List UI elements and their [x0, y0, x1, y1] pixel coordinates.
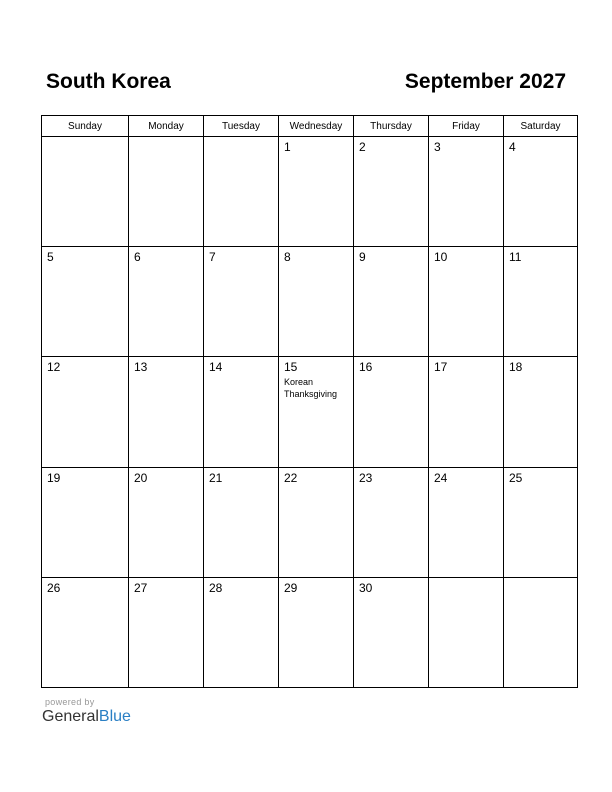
- day-number: 10: [434, 250, 448, 265]
- day-number: 25: [509, 470, 523, 485]
- day-number: 7: [209, 250, 216, 265]
- weekday-header-row: [42, 116, 578, 137]
- day-number: 6: [134, 250, 141, 265]
- day-number: 8: [284, 250, 291, 265]
- day-cell: [429, 247, 504, 357]
- day-cell: [429, 467, 504, 577]
- day-number: 12: [47, 360, 61, 375]
- day-cell: [429, 137, 504, 247]
- day-number: [204, 137, 278, 141]
- day-number: 15: [284, 360, 298, 375]
- powered-by-label: powered by: [45, 697, 95, 707]
- day-cell: [129, 357, 204, 467]
- day-cell: [129, 467, 204, 577]
- day-cell: [279, 137, 354, 247]
- month-year-title: September 2027: [404, 70, 566, 93]
- day-cell: [279, 247, 354, 357]
- brand-logo: [42, 708, 131, 726]
- day-cell: [42, 467, 129, 577]
- day-number: 23: [359, 470, 373, 485]
- day-number: 14: [209, 360, 223, 375]
- weekday-friday: Friday: [429, 116, 504, 137]
- day-number: 28: [209, 580, 223, 595]
- day-cell: [204, 357, 279, 467]
- week-row: [42, 247, 578, 357]
- day-number: 4: [509, 140, 516, 154]
- day-number: 26: [47, 580, 61, 595]
- day-number: 19: [47, 470, 61, 485]
- day-number: 18: [509, 360, 523, 375]
- day-cell: [504, 577, 578, 687]
- day-number: 11: [509, 250, 522, 265]
- holiday-label: Korean: [284, 377, 314, 388]
- day-cell: [204, 247, 279, 357]
- day-cell: [129, 137, 204, 247]
- week-row: [42, 467, 578, 577]
- day-number: 24: [434, 470, 448, 485]
- week-row: [42, 357, 578, 467]
- week-row: [42, 577, 578, 687]
- weekday-monday: Monday: [129, 116, 204, 137]
- day-cell: [279, 577, 354, 687]
- day-number: 2: [359, 140, 366, 154]
- day-cell: [42, 577, 129, 687]
- day-cell: [129, 247, 204, 357]
- day-number: 22: [284, 470, 298, 485]
- day-number: [504, 578, 577, 582]
- day-cell: [42, 137, 129, 247]
- day-cell: [204, 137, 279, 247]
- week-row: [42, 137, 578, 247]
- day-cell: [42, 357, 129, 467]
- day-number: 27: [134, 580, 148, 595]
- day-cell: [354, 357, 429, 467]
- day-cell: [504, 247, 578, 357]
- day-number: 1: [284, 140, 291, 154]
- day-number: 5: [47, 250, 54, 265]
- weekday-thursday: Thursday: [354, 116, 429, 137]
- day-number: 17: [434, 360, 448, 375]
- day-cell: [429, 357, 504, 467]
- day-cell: [429, 577, 504, 687]
- day-number: [42, 137, 128, 141]
- calendar-grid: [41, 115, 578, 688]
- day-cell: [279, 357, 354, 467]
- weekday-tuesday: Tuesday: [204, 116, 279, 137]
- day-cell: [354, 577, 429, 687]
- weekday-saturday: Saturday: [504, 116, 578, 137]
- day-cell: [354, 137, 429, 247]
- day-number: [429, 578, 503, 582]
- day-number: 29: [284, 580, 298, 595]
- day-cell: [504, 137, 578, 247]
- day-number: 3: [434, 140, 441, 154]
- day-number: 13: [134, 360, 148, 375]
- day-cell: [204, 467, 279, 577]
- brand-logo-general: General: [42, 708, 99, 725]
- day-cell: [129, 577, 204, 687]
- brand-logo-blue: Blue: [98, 708, 131, 725]
- country-title: South Korea: [46, 70, 171, 93]
- weekday-wednesday: Wednesday: [279, 116, 354, 137]
- weekday-sunday: Sunday: [42, 116, 129, 137]
- day-number: [129, 137, 203, 141]
- day-cell: [204, 577, 279, 687]
- day-cell: [354, 247, 429, 357]
- day-cell: [279, 467, 354, 577]
- day-cell: [42, 247, 129, 357]
- day-cell: [504, 357, 578, 467]
- day-number: 20: [134, 470, 148, 485]
- day-number: 16: [359, 360, 373, 375]
- day-cell: [354, 467, 429, 577]
- holiday-label: Thanksgiving: [284, 389, 338, 400]
- day-number: 9: [359, 250, 366, 265]
- day-number: 30: [359, 580, 373, 595]
- day-number: 21: [209, 470, 223, 485]
- day-cell: [504, 467, 578, 577]
